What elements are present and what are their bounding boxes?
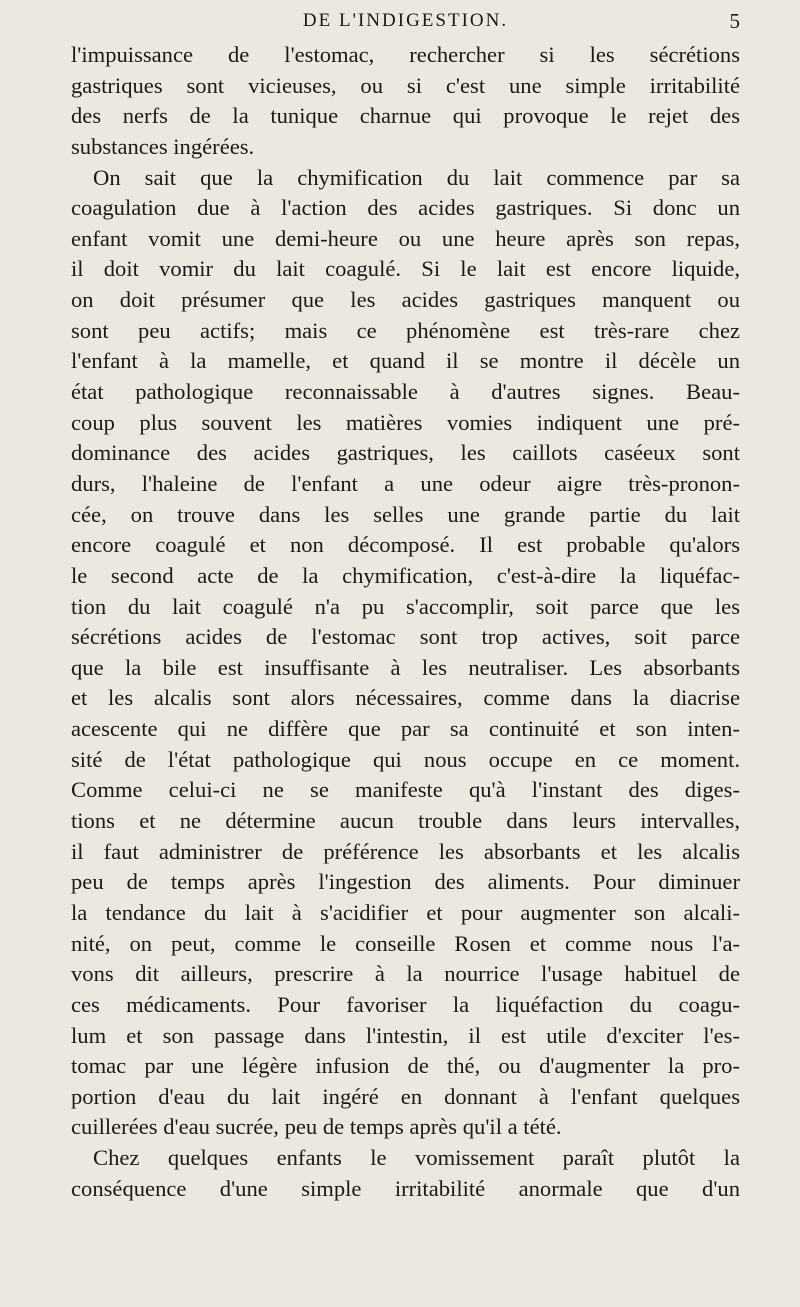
text-line: encore coagulé et non décomposé. Il est probable qu'alors — [71, 532, 740, 558]
text-line: il doit vomir du lait coagulé. Si le lait est encore liquide, — [71, 256, 740, 282]
text-line: cuillerées d'eau sucrée, peu de temps après qu'il a tété. — [71, 1114, 562, 1140]
text-line: nité, on peut, comme le conseille Rosen et comme nous l'a- — [71, 930, 740, 956]
text-line: lum et son passage dans l'intestin, il est utile d'exciter l'es- — [71, 1022, 740, 1048]
text-line: enfant vomit une demi-heure ou une heure après son repas, — [71, 225, 740, 251]
text-line: des nerfs de la tunique charnue qui provoque le rejet des — [71, 103, 740, 129]
text-line: l'impuissance de l'estomac, rechercher si les sécrétions — [71, 42, 740, 67]
text-line: on doit présumer que les acides gastriques manquent ou — [71, 287, 740, 313]
text-line: Chez quelques enfants le vomissement paraît plutôt la — [93, 1145, 740, 1171]
text-line: sécrétions acides de l'estomac sont trop actives, soit parce — [71, 624, 740, 650]
text-line: acescente qui ne diffère que par sa continuité et son inten- — [71, 716, 740, 742]
text-line: On sait que la chymification du lait commence par sa — [93, 164, 740, 190]
text-line: portion d'eau du lait ingéré en donnant à l'enfant quelques — [71, 1083, 740, 1109]
text-line: que la bile est insuffisante à les neutraliser. Les absorbants — [71, 654, 740, 680]
text-line: gastriques sont vicieuses, ou si c'est une simple irritabilité — [71, 72, 740, 98]
text-line: état pathologique reconnaissable à d'autres signes. Beau- — [71, 379, 740, 405]
text-line: et les alcalis sont alors nécessaires, comme dans la diacrise — [71, 685, 740, 711]
text-line: la tendance du lait à s'acidifier et pour augmenter son alcali- — [71, 899, 740, 925]
text-line: coagulation due à l'action des acides gastriques. Si donc un — [71, 195, 740, 221]
text-line: durs, l'haleine de l'enfant a une odeur aigre très-pronon- — [71, 470, 740, 496]
text-line: l'enfant à la mamelle, et quand il se montre il décèle un — [71, 348, 740, 374]
text-line: peu de temps après l'ingestion des aliments. Pour diminuer — [71, 869, 740, 895]
text-line: ces médicaments. Pour favoriser la liquéfaction du coagu- — [71, 991, 740, 1017]
text-line: Comme celui-ci ne se manifeste qu'à l'instant des diges- — [71, 777, 740, 803]
running-header — [71, 6, 740, 36]
text-line: tion du lait coagulé n'a pu s'accomplir, soit parce que les — [71, 593, 740, 619]
page-number: 5 — [729, 9, 740, 33]
text-line: sont peu actifs; mais ce phénomène est très-rare chez — [71, 317, 740, 343]
text-line: vons dit ailleurs, prescrire à la nourrice l'usage habituel de — [71, 961, 740, 987]
text-line: le second acte de la chymification, c'est-à-dire la liquéfac- — [71, 562, 740, 588]
text-line: tomac par une légère infusion de thé, ou d'augmenter la pro- — [71, 1053, 740, 1079]
text-line: sité de l'état pathologique qui nous occupe en ce moment. — [71, 746, 740, 772]
text-line: cée, on trouve dans les selles une grande partie du lait — [71, 501, 740, 527]
text-line: tions et ne détermine aucun trouble dans leurs intervalles, — [71, 808, 740, 834]
text-line: substances ingérées. — [71, 133, 255, 159]
text-line: dominance des acides gastriques, les caillots caséeux sont — [71, 440, 740, 466]
text-line: il faut administrer de préférence les absorbants et les alcalis — [71, 838, 740, 864]
text-line: coup plus souvent les matières vomies indiquent une pré- — [71, 409, 740, 435]
running-title: DE L'INDIGESTION. — [302, 10, 509, 31]
text-line: conséquence d'une simple irritabilité anormale que d'un — [71, 1175, 740, 1201]
body-text — [71, 40, 740, 1204]
